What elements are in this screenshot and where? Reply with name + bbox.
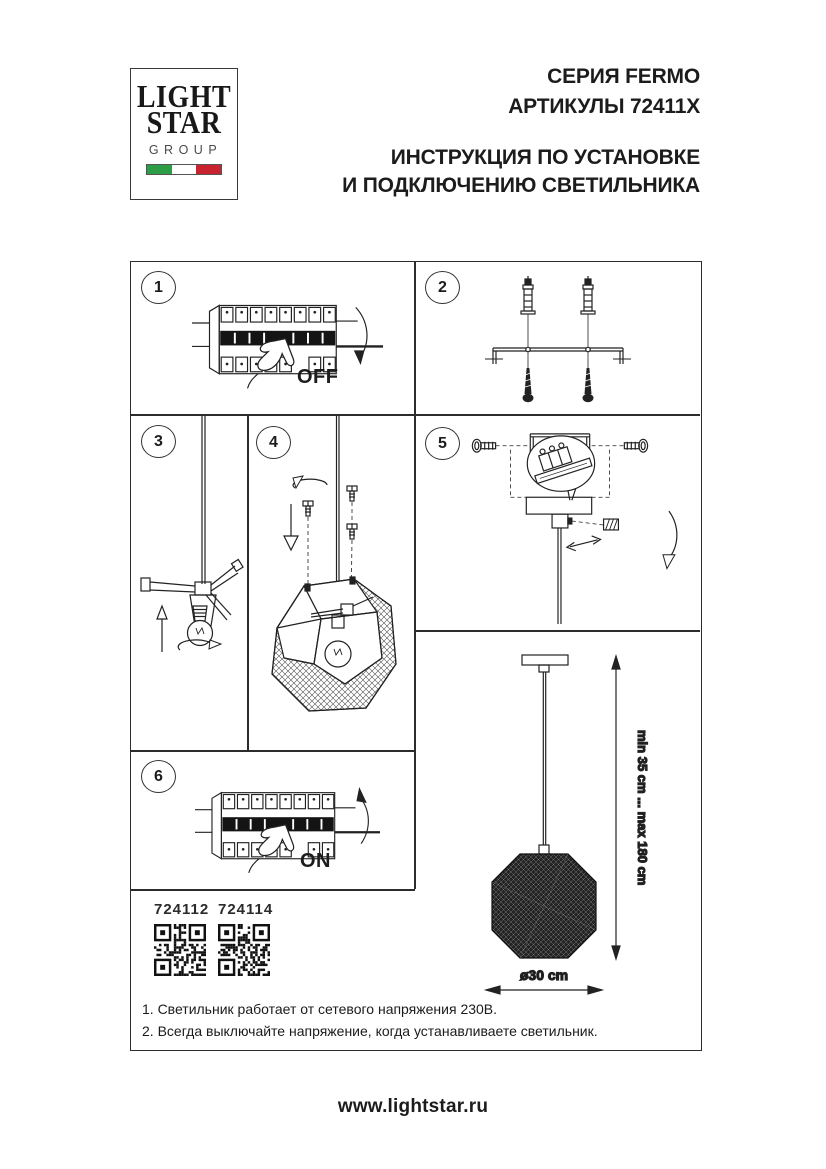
divider-step6-bottom (130, 889, 415, 891)
article-number: АРТИКУЛЫ 72411X (508, 95, 700, 118)
screw-left (472, 439, 495, 452)
header-series-block (508, 62, 700, 122)
diameter-dimension (486, 986, 602, 994)
step-6-number: 6 (141, 760, 176, 793)
screw-right (624, 439, 647, 452)
rotate-arrow (293, 476, 327, 488)
note-1: 1. Светильник работает от сетевого напряжения 230В. (142, 1001, 498, 1017)
bulb-installation-illustration (132, 416, 246, 748)
arrow-down (284, 504, 298, 550)
rotate-arrow (663, 511, 677, 568)
socket-spider (141, 559, 243, 626)
step-4-number: 4 (256, 426, 291, 459)
wall-anchor-left (521, 276, 535, 314)
mounting-hardware-illustration (433, 272, 683, 407)
breaker-on-illustration (190, 770, 385, 888)
step-1-number: 1 (141, 271, 176, 304)
step-2-number: 2 (425, 271, 460, 304)
shade-assembly-illustration (249, 416, 412, 748)
diameter-label: ø30 cm (519, 967, 569, 983)
double-arrow (567, 536, 601, 551)
light-bulb (325, 641, 351, 667)
qr-code-724114 (218, 924, 270, 976)
note-2: 2. Всегда выключайте напряжение, когда устанавливаете светильник. (142, 1023, 598, 1039)
step-5-number: 5 (425, 427, 460, 460)
height-dimension (612, 656, 620, 959)
step-3-number: 3 (141, 425, 176, 458)
mounting-bracket (485, 347, 631, 364)
fixing-screw-3 (347, 524, 357, 539)
ceiling-canopy (526, 497, 591, 624)
safety-notes (142, 998, 690, 1042)
height-range-label: min 35 cm ... max 180 cm (635, 730, 650, 886)
logo-word-group: GROUP (148, 142, 223, 157)
final-pendant-drawing (416, 632, 698, 1047)
logo-word-star: STAR (146, 105, 222, 141)
arrow-up-curve (359, 796, 368, 843)
canopy-mounting-illustration (418, 420, 698, 628)
lightstar-logo (130, 68, 238, 200)
terminal-block-detail (527, 436, 594, 500)
ceiling-plate (522, 655, 568, 672)
logo-word-light: LIGHT (136, 80, 232, 115)
page-title (342, 144, 700, 200)
italian-flag-stripe (146, 164, 222, 175)
screw-left (523, 368, 534, 402)
article-label-724114: 724114 (218, 901, 274, 918)
on-label: ON (300, 850, 331, 872)
divider-step6-top (130, 750, 415, 752)
arrow-down-curve (356, 307, 367, 355)
flag-white (172, 165, 197, 174)
flag-red (196, 165, 221, 174)
breaker-off-illustration (190, 282, 385, 404)
qr-code-724112 (154, 924, 206, 976)
arrow-up (157, 606, 167, 652)
off-label: OFF (297, 366, 339, 388)
wall-anchor-right (581, 276, 595, 314)
flag-green (147, 165, 172, 174)
website-url: www.lightstar.ru (337, 1096, 489, 1117)
screw-right (583, 368, 594, 402)
article-label-724112: 724112 (154, 901, 210, 918)
fixing-screw-1 (303, 501, 313, 516)
rod-coupler (539, 845, 549, 854)
title-line-1: ИНСТРУКЦИЯ ПО УСТАНОВКЕ (390, 146, 700, 169)
mesh-shade (492, 854, 596, 958)
grub-screw-icon (604, 519, 619, 530)
title-line-2: И ПОДКЛЮЧЕНИЮ СВЕТИЛЬНИКА (342, 174, 700, 197)
fixing-screw-2 (347, 486, 357, 501)
series-name: СЕРИЯ FERMO (547, 65, 700, 88)
